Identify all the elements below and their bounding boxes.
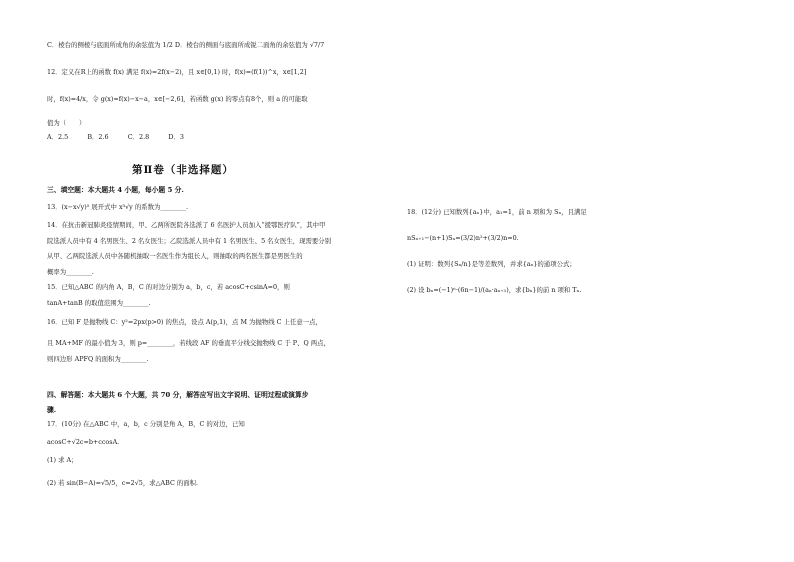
section-4-header-cont: 骤. [47,406,57,414]
q16-line-1: 16．已知 F 是抛物线 C：y²=2px(p>0) 的焦点，设点 A(p,1)，点 M 为抛物线 C 上任意一点， [47,318,322,326]
q16-line-3: 则四边形 APFQ 的面积为________. [47,355,149,363]
q18-line-2: nSₙ₊₁−(n+1)Sₙ=(3/2)n²+(3/2)n=0. [407,234,519,242]
q17-line-2: acosC+√2c=b+ccosA. [47,438,120,446]
q14-line-3: 从甲、乙两院选派人员中各随机抽取一名医生作为组长人，则抽取的两名医生都是男医生的 [47,252,303,260]
section-4-header: 四、解答题：本大题共 6 个大题，共 70 分，解答应写出文字说明、证明过程或演算步 [47,391,309,399]
q14-line-2: 院选派人员中有 4 名男医生、2 名女医生；乙院选派人员中有 1 名男医生、5 名女医生，现需要分别 [47,237,332,245]
q14-line-1: 14．在抗击新冠肺炎疫情期间，甲、乙两所医院各选派了 6 名医护人员加入“援鄂医疗队”，其中甲 [47,221,326,229]
q13: 13．(x−x√y)⁵ 展开式中 x³√y 的系数为________. [47,203,188,211]
q12-line-1: 12．定义在R上的函数 f(x) 满足 f(x)=2f(x−2)，且 x∈[0,1) 时，f(x)=(f(1))^x，x∈[1,2] [47,68,307,76]
option-c-d-line: C．棱台的侧棱与底面所成角的余弦值为 1/2 D．棱台的侧面与底面所成锐二面角的余弦值为 √7/7 [47,41,325,49]
q17-part-2: (2) 若 sin(B−A)=√5/5，c=2√5，求△ABC 的面积. [47,479,199,487]
q15-line-2: tanA+tanB 的取值范围为________. [47,299,151,307]
q16-line-2: 且 MA+MF 的最小值为 3，则 p=________，若线段 AF 的垂直平分线交抛物线 C 于 P、Q 两点， [47,339,330,347]
q12-line-2: 时，f(x)=4/x，令 g(x)=f(x)−x−a，x∈[−2,6]，若函数 g(x) 的零点有8个，则 a 的可能取 [47,95,308,103]
q15-line-1: 15．已知△ABC 的内角 A，B，C 的对边分别为 a，b，c，若 acosC+csinA=0，则 [47,283,290,291]
q18-line-1: 18．(12分) 已知数列{aₙ}中，a₁=1，前 n 项和为 Sₙ，且满足 [407,208,587,216]
part2-title: 第Ⅱ卷（非选择题） [132,164,234,176]
q17-line-1: 17．(10分) 在△ABC 中，a，b，c 分别是角 A，B，C 的对边，已知 [47,420,245,428]
q12-line-3: 值为（ ） [47,119,86,127]
q17-part-1: (1) 求 A； [47,456,78,464]
q14-line-4: 概率为________. [47,268,94,276]
q12-options: A．2.5 B．2.6 C．2.8 D．3 [47,133,184,141]
q18-part-1: (1) 证明：数列{Sₙ/n}是等差数列，并求{aₙ}的通项公式； [407,260,576,268]
q18-part-2: (2) 设 bₙ=(−1)ⁿ·(6n−1)/(aₙ·aₙ₊₁)，求{bₙ}的前 n 项和 Tₙ. [407,286,582,294]
section-3-header: 三、填空题：本大题共 4 小题，每小题 5 分. [47,186,184,194]
